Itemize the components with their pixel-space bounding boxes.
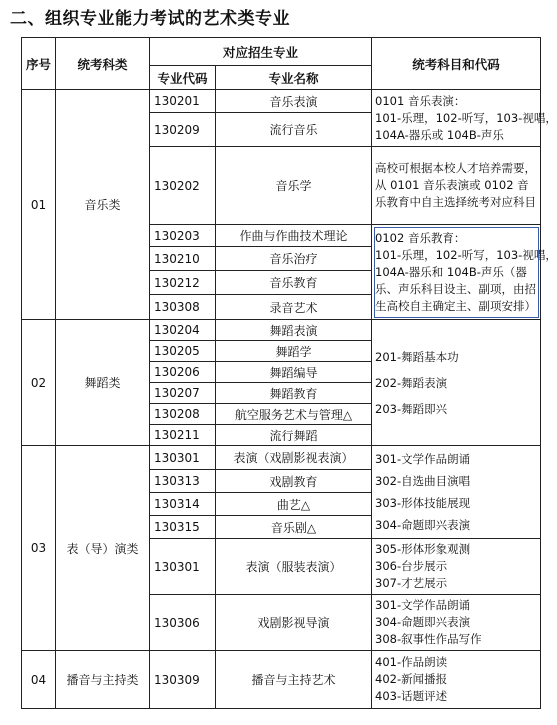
exam-line: 303-形体技能展现	[375, 496, 471, 510]
exam-line: 301-文学作品朗诵	[375, 452, 471, 466]
major-code: 130207	[150, 383, 216, 404]
header-row	[22, 38, 541, 66]
major-name: 舞蹈教育	[216, 383, 372, 404]
exam-line: 104A-器乐和 104B-声乐（器乐、声乐科目设主、副项，由招生高校自主确定主、副项安排）	[375, 264, 537, 313]
header-exam: 统考科目和代码	[372, 38, 541, 90]
major-code: 130314	[150, 493, 216, 516]
exam-line: 202-舞蹈表演	[375, 375, 448, 390]
group-seq: 02	[22, 320, 56, 446]
major-code: 130308	[150, 295, 216, 320]
exam-line: 301-文学作品朗诵	[375, 598, 471, 612]
major-code: 130202	[150, 147, 216, 225]
major-name: 音乐学	[216, 147, 372, 225]
major-code: 130203	[150, 225, 216, 247]
major-name: 表演（戏剧影视表演）	[216, 446, 372, 470]
major-name: 播音与主持艺术	[216, 651, 372, 709]
exam-line: 304-命题即兴表演	[375, 518, 471, 532]
exam-line: 0102 音乐教育：	[375, 230, 466, 245]
exam-line: 307-才艺展示	[375, 576, 448, 590]
major-code: 130208	[150, 404, 216, 425]
major-name: 音乐治疗	[216, 247, 372, 271]
major-code: 130210	[150, 247, 216, 271]
group-category: 表（导）演类	[56, 446, 150, 651]
major-name: 音乐剧△	[216, 516, 372, 539]
exam-line: 306-台步展示	[375, 559, 448, 573]
major-code: 130309	[150, 651, 216, 709]
major-code: 130315	[150, 516, 216, 539]
major-code: 130301	[150, 539, 216, 595]
exam-line: 304-命题即兴表演	[375, 615, 471, 629]
major-name: 舞蹈编导	[216, 362, 372, 383]
major-name: 音乐表演	[216, 90, 372, 113]
exam-cell	[372, 539, 541, 595]
table-row	[22, 446, 541, 470]
exam-line: 201-舞蹈基本功	[375, 349, 459, 364]
exam-line: 308-叙事性作品写作	[375, 632, 482, 646]
major-name: 舞蹈学	[216, 341, 372, 362]
table-row	[22, 320, 541, 341]
exam-line: 高校可根据本校人才培养需要，从 0101 音乐表演或 0102 音乐教育中自主选择统考对应科目	[375, 161, 537, 209]
exam-line: 104A-器乐或 104B-声乐	[375, 127, 504, 142]
header-name: 专业名称	[216, 66, 372, 90]
exam-cell	[372, 446, 541, 539]
major-name: 音乐教育	[216, 271, 372, 295]
major-code: 130204	[150, 320, 216, 341]
major-code: 130212	[150, 271, 216, 295]
exam-line: 403-话题评述	[375, 689, 448, 703]
header-major-group: 对应招生专业	[150, 38, 372, 66]
group-category: 音乐类	[56, 90, 150, 320]
group-category: 舞蹈类	[56, 320, 150, 446]
exam-cell	[372, 147, 541, 225]
major-name: 录音艺术	[216, 295, 372, 320]
major-code: 130201	[150, 90, 216, 113]
major-name: 表演（服装表演）	[216, 539, 372, 595]
major-name: 流行舞蹈	[216, 425, 372, 446]
header-code: 专业代码	[150, 66, 216, 90]
exam-line: 203-舞蹈即兴	[375, 401, 448, 416]
table-row	[22, 90, 541, 113]
header-seq: 序号	[22, 38, 56, 90]
exam-cell	[372, 90, 557, 147]
major-name: 曲艺△	[216, 493, 372, 516]
major-name: 航空服务艺术与管理△	[216, 404, 372, 425]
exam-line: 401-作品朗读	[375, 655, 448, 669]
major-code: 130206	[150, 362, 216, 383]
exam-cell	[372, 225, 557, 320]
exam-line: 305-形体形象观测	[375, 542, 471, 556]
group-seq: 01	[22, 90, 56, 320]
major-name: 戏剧教育	[216, 470, 372, 493]
group-seq: 03	[22, 446, 56, 651]
exam-cell	[372, 595, 541, 651]
major-name: 戏剧影视导演	[216, 595, 372, 651]
section-title: 二、组织专业能力考试的艺术类专业	[10, 9, 290, 29]
major-code: 130306	[150, 595, 216, 651]
group-category: 播音与主持类	[56, 651, 150, 709]
major-code: 130209	[150, 113, 216, 147]
major-name: 舞蹈表演	[216, 320, 372, 341]
major-name: 流行音乐	[216, 113, 372, 147]
major-code: 130205	[150, 341, 216, 362]
major-code: 130301	[150, 446, 216, 470]
major-code: 130313	[150, 470, 216, 493]
header-category: 统考科类	[56, 38, 150, 90]
exam-line: 101-乐理，102-听写，103-视唱，	[375, 110, 557, 125]
major-name: 作曲与作曲技术理论	[216, 225, 372, 247]
exam-line: 402-新闻播报	[375, 672, 448, 686]
exam-line: 101-乐理，102-听写，103-视唱，	[375, 247, 557, 262]
group-seq: 04	[22, 651, 56, 709]
exam-cell	[372, 651, 541, 709]
table-row	[22, 651, 541, 709]
art-majors-table	[21, 37, 557, 709]
exam-line: 302-自选曲目演唱	[375, 474, 471, 488]
major-code: 130211	[150, 425, 216, 446]
exam-cell	[372, 320, 541, 446]
exam-line: 0101 音乐表演：	[375, 93, 466, 108]
